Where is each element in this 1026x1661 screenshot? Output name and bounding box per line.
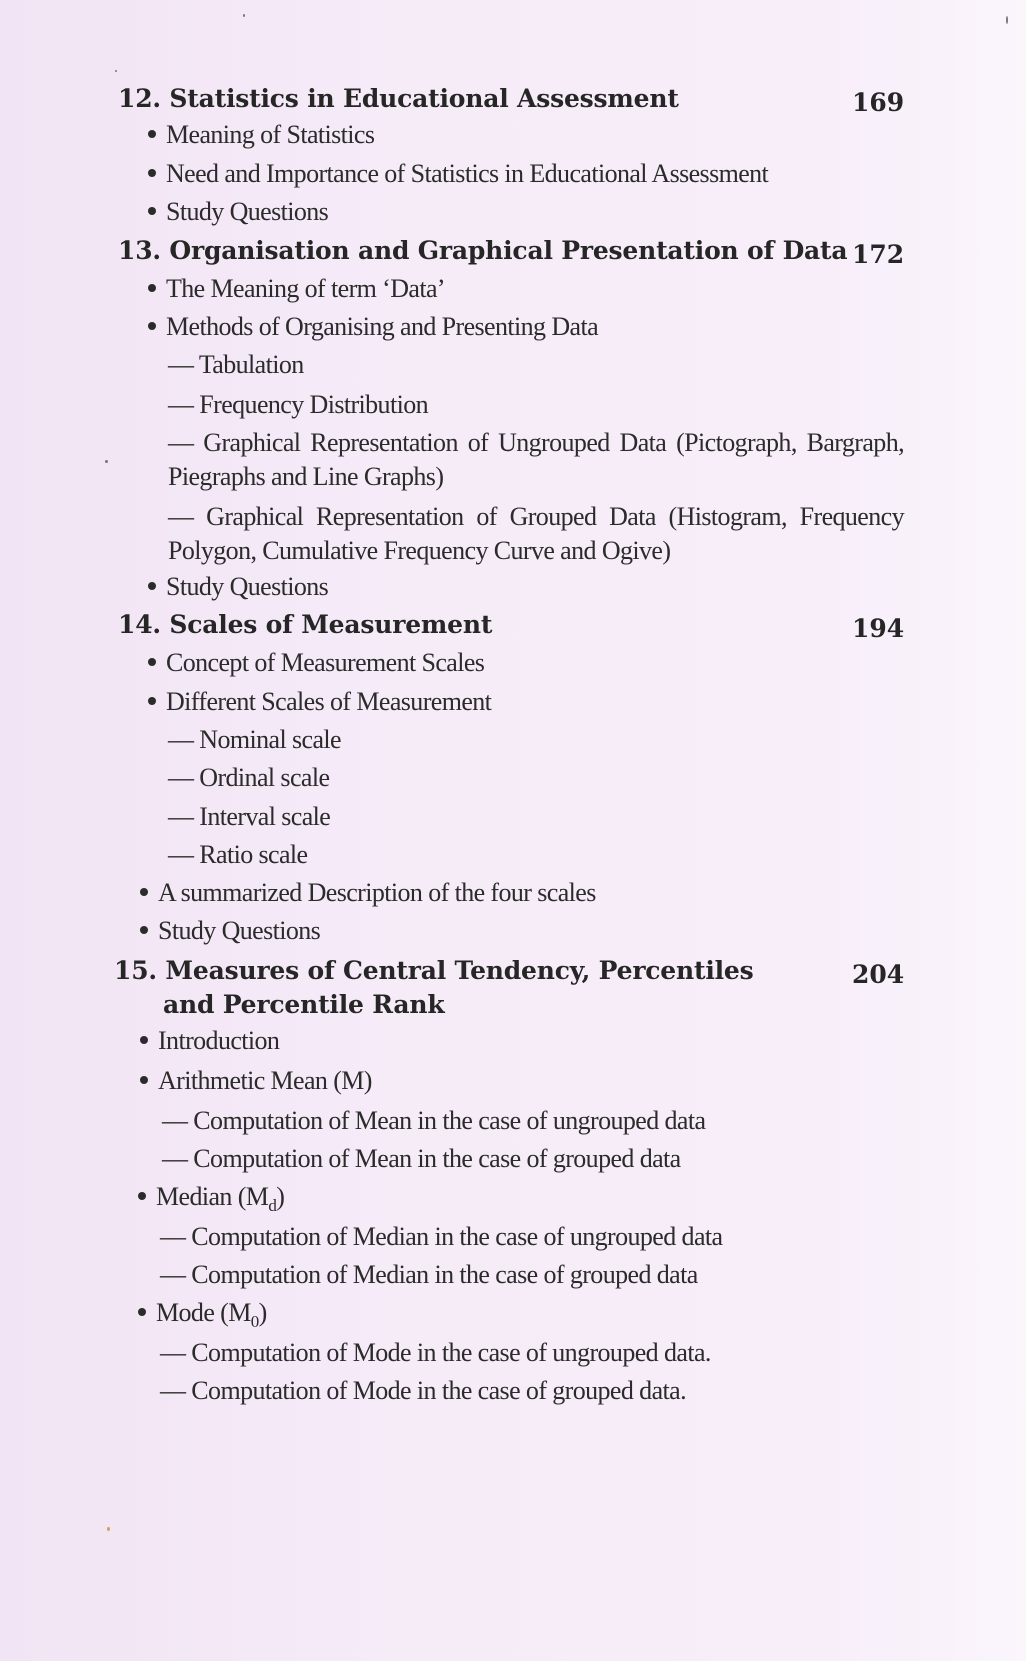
scan-speck <box>243 14 245 17</box>
chapter-heading-12 <box>118 86 679 111</box>
bullet-icon <box>140 1036 148 1044</box>
toc-item: Arithmetic Mean (M) <box>140 1068 372 1094</box>
toc-subitem: — Computation of Mean in the case of grouped data <box>162 1144 681 1173</box>
bullet-icon <box>148 582 156 590</box>
toc-item-mode: Mode $(M_0)$ <box>138 1300 267 1326</box>
toc-subitem: — Frequency Distribution <box>168 390 429 419</box>
bullet-icon <box>148 658 156 666</box>
scan-speck <box>1006 16 1008 24</box>
chapter-heading-15 <box>114 958 754 983</box>
toc-item: Study Questions <box>148 574 328 600</box>
bullet-icon <box>140 888 148 896</box>
toc-subitem: — Graphical Representation of Grouped Data (Histogram, Frequency Polygon, Cumulative Frequency Curve and Ogive) <box>168 502 904 565</box>
toc-subitem: — Nominal scale <box>168 725 341 754</box>
bullet-icon <box>140 1076 148 1084</box>
toc-subitem: — Ordinal scale <box>168 763 330 792</box>
toc-subitem: — Computation of Median in the case of grouped data <box>160 1260 698 1289</box>
chapter-title: Scales of Measurement <box>169 610 493 639</box>
chapter-page-number: 204 <box>852 960 905 989</box>
chapter-heading-14 <box>118 612 492 637</box>
toc-item: A summarized Description of the four scales <box>140 880 596 906</box>
toc-item: Study Questions <box>148 199 328 225</box>
toc-subitem: — Graphical Representation of Ungrouped Data (Pictograph, Bargraph, Piegraphs and Line Graphs) <box>168 428 904 491</box>
chapter-title: Organisation and Graphical Presentation of Data <box>169 236 848 265</box>
bullet-icon <box>148 169 156 177</box>
chapter-heading-13 <box>118 238 847 263</box>
scan-speck <box>105 460 108 463</box>
toc-item: Meaning of Statistics <box>148 122 374 148</box>
chapter-number: 13. <box>118 236 161 265</box>
toc-subitem: — Tabulation <box>168 350 304 379</box>
scan-speck <box>115 70 117 72</box>
toc-subitem: — Computation of Mode in the case of grouped data. <box>160 1376 686 1405</box>
chapter-number: 14. <box>118 610 161 639</box>
chapter-title: Measures of Central Tendency, Percentiles <box>165 956 754 985</box>
toc-item: Introduction <box>140 1028 279 1054</box>
bullet-icon <box>138 1192 146 1200</box>
toc-item: Different Scales of Measurement <box>148 689 491 715</box>
scan-speck <box>107 1527 110 1531</box>
toc-item: Concept of Measurement Scales <box>148 650 484 676</box>
chapter-title: Statistics in Educational Assessment <box>169 84 679 113</box>
toc-subitem: — Computation of Mean in the case of ungrouped data <box>162 1106 706 1135</box>
chapter-title-continued: and Percentile Rank <box>163 990 445 1019</box>
toc-item: The Meaning of term ‘Data’ <box>148 276 445 302</box>
toc-item: Study Questions <box>140 918 320 944</box>
chapter-number: 12. <box>118 84 161 113</box>
chapter-page-number: 172 <box>852 240 905 269</box>
chapter-page-number: 169 <box>852 88 905 117</box>
toc-subitem: — Computation of Median in the case of ungrouped data <box>160 1222 723 1251</box>
bullet-icon <box>148 697 156 705</box>
bullet-icon <box>140 926 148 934</box>
bullet-icon <box>138 1308 146 1316</box>
toc-subitem: — Ratio scale <box>168 840 308 869</box>
toc-item: Methods of Organising and Presenting Data <box>148 314 598 340</box>
bullet-icon <box>148 207 156 215</box>
toc-subitem: — Interval scale <box>168 802 331 831</box>
toc-item-median: Median $(M_d)$ <box>138 1184 284 1210</box>
bullet-icon <box>148 322 156 330</box>
bullet-icon <box>148 284 156 292</box>
toc-item: Need and Importance of Statistics in Educational Assessment <box>148 161 768 187</box>
toc-subitem: — Computation of Mode in the case of ungrouped data. <box>160 1338 711 1367</box>
chapter-page-number: 194 <box>852 614 905 643</box>
chapter-number: 15. <box>114 956 157 985</box>
bullet-icon <box>148 130 156 138</box>
